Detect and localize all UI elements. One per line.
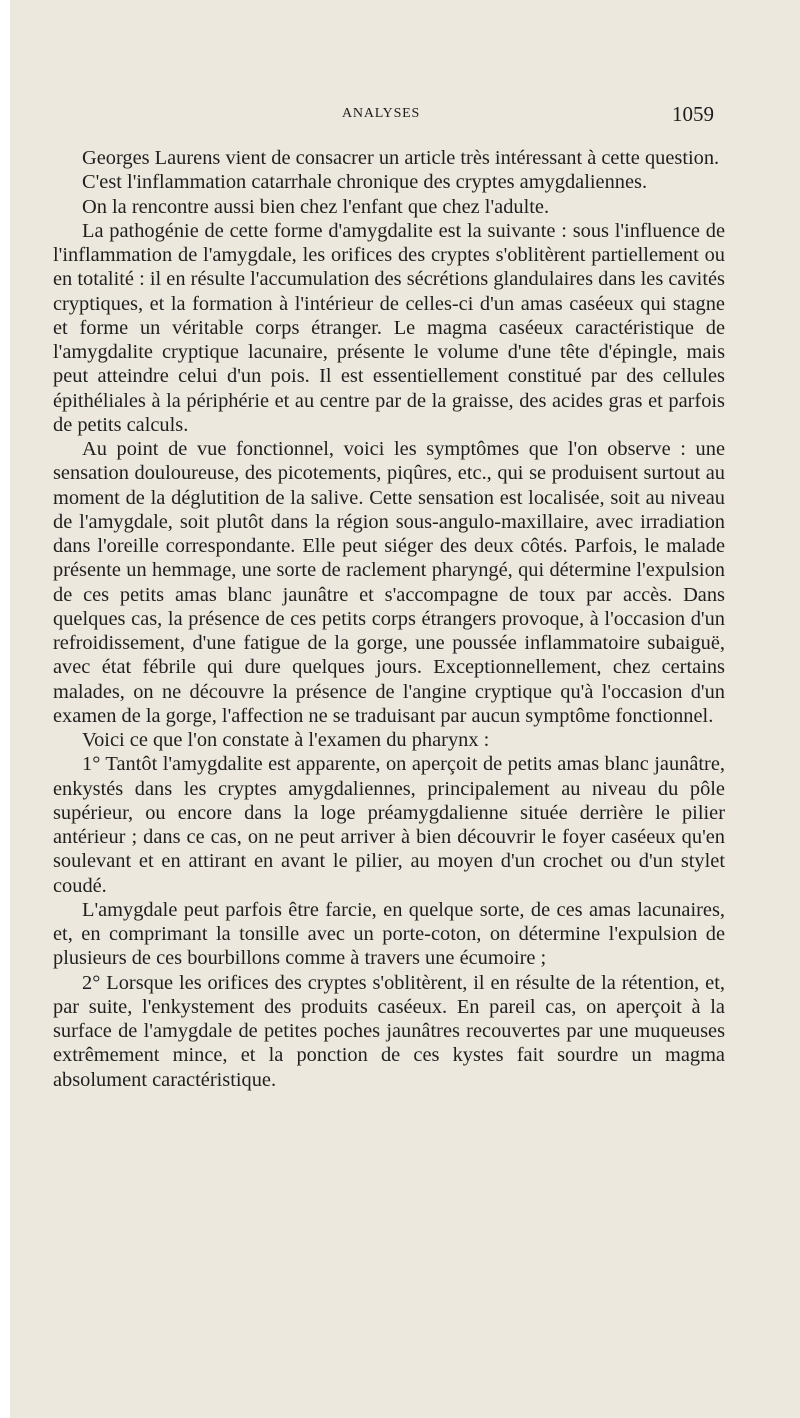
paragraph: Voici ce que l'on constate à l'examen du pharynx : [82, 729, 490, 751]
paragraph: L'amygdale peut parfois être farcie, en quelque sorte, de ces amas lacunaires, et, en comprimant la tonsille avec un porte-coton, on détermine l'expulsion de plusieurs de ces bourbillons comme à travers une écumoire ; [53, 898, 725, 970]
scan-left-margin [0, 0, 10, 1418]
paragraph: La pathogénie de cette forme d'amygdalite est la suivante : sous l'influence de l'inflammation de l'amygdale, les orifices des cryptes s'oblitèrent partiellement ou en totalité : il en résulte l'accumulation des sécrétions glandulaires dans les cavités cryptiques, et la formation à l'intérieur de celles-ci d'un amas caséeux qui stagne et forme un véritable corps étranger. Le magma caséeux caractéristique de l'amygdalite cryptique lacunaire, présente le volume d'une tête d'épingle, mais peut atteindre celui d'un pois. Il est essentiellement constitué par des cellules épithéliales à la périphérie et au centre par de la graisse, des acides gras et parfois de petits calculs. [53, 219, 725, 436]
article-body [53, 146, 725, 1092]
page-number: 1059 [672, 102, 714, 126]
paragraph: C'est l'inflammation catarrhale chronique des cryptes amygdaliennes. [82, 171, 648, 194]
paragraph: Au point de vue fonctionnel, voici les symptômes que l'on observe : une sensation douloureuse, des picotements, piqûres, etc., qui se produisent surtout au moment de la déglutition de la salive. Cette sensation est localisée, soit au niveau de l'amygdale, soit plutôt dans la région sous-angulo-maxillaire, avec irradiation dans l'oreille correspondante. Elle peut siéger des deux côtés. Parfois, le malade présente un hemmage, une sorte de raclement pharyngé, qui détermine l'expulsion de ces petits amas blanc jaunâtre et s'accompagne de toux par accès. Dans quelques cas, la présence de ces petits corps étrangers provoque, à l'occasion d'un refroidissement, d'une fatigue de la gorge, une poussée inflammatoire subaiguë, avec état fébrile qui dure quelques jours. Exceptionnellement, chez certains malades, on ne découvre la présence de l'angine cryptique qu'à l'occasion d'un examen de la gorge, l'affection ne se traduisant par aucun symptôme fonctionnel. [53, 438, 725, 727]
paragraph: 1° Tantôt l'amygdalite est apparente, on aperçoit de petits amas blanc jaunâtre, enkystés dans les cryptes amygdaliennes, principalement au niveau du pôle supérieur, ou encore dans la loge préamygdalienne située derrière le pilier antérieur ; dans ce cas, on ne peut arriver à bien découvrir le foyer caséeux qu'en soulevant et en attirant en avant le pilier, au moyen d'un crochet ou d'un stylet coudé. [53, 753, 725, 897]
paragraph: On la rencontre aussi bien chez l'enfant que chez l'adulte. [82, 195, 550, 218]
paragraph: Georges Laurens vient de consacrer un article très intéressant à cette question. [82, 147, 720, 169]
paragraph: 2° Lorsque les orifices des cryptes s'oblitèrent, il en résulte de la rétention, et, par suite, l'enkystement des produits caséeux. En pareil cas, on aperçoit à la surface de l'amygdale de petites poches jaunâtres recouvertes par une muqueuses extrêmement mince, et la ponction de ces kystes fait sourdre un magma absolument caractéristique. [53, 971, 725, 1091]
running-title: ANALYSES [342, 106, 421, 121]
page-header [0, 104, 800, 128]
